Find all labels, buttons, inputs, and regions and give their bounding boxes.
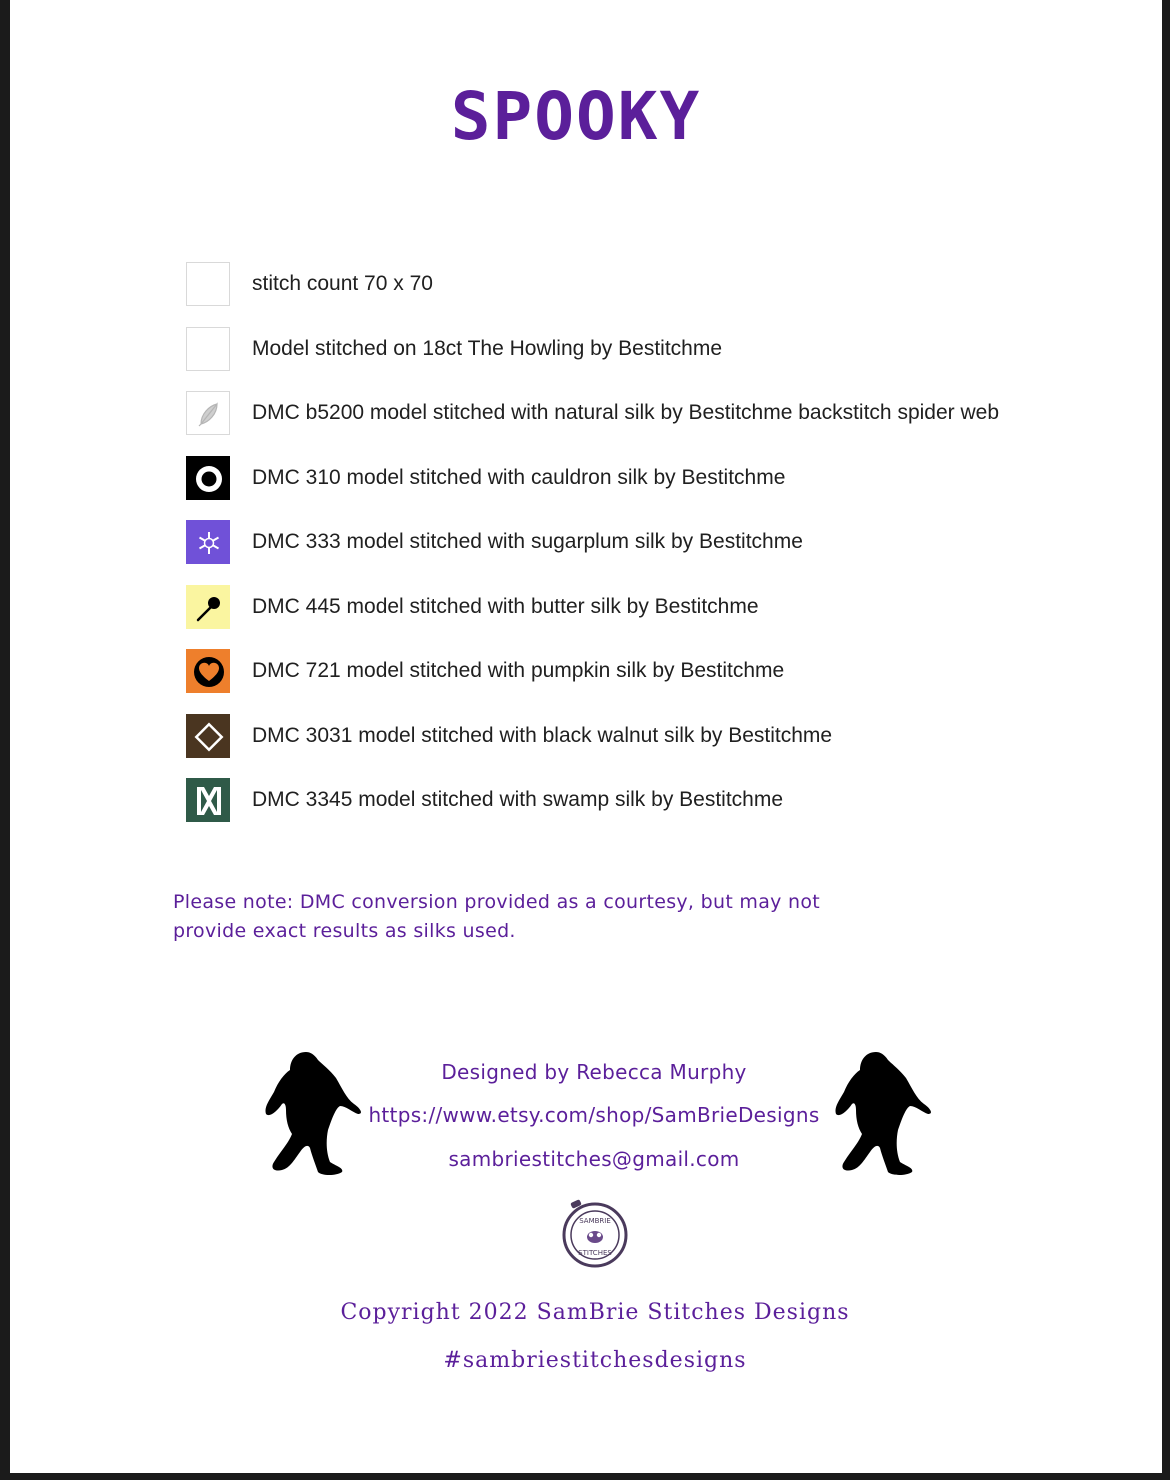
conversion-note: Please note: DMC conversion provided as a courtesy, but may not provide exact results as silks used. — [173, 891, 821, 942]
legend-label: stitch count 70 x 70 — [252, 272, 433, 295]
designer-credit: Designed by Rebecca Murphy — [441, 1060, 747, 1084]
legend-label: Model stitched on 18ct The Howling by Bestitchme — [252, 336, 723, 360]
heart-icon — [186, 649, 230, 693]
copyright-text: Copyright 2022 SamBrie Stitches Designs — [340, 1300, 850, 1325]
legend-label: DMC 3345 model stitched with swamp silk by Bestitchme — [252, 788, 784, 811]
pin-icon — [186, 585, 230, 629]
email-link[interactable]: sambriestitches@gmail.com — [448, 1147, 740, 1171]
hashtag-text: #sambriestitchesdesigns — [443, 1348, 747, 1373]
legend-label: DMC 3031 model stitched with black walnut silk by Bestitchme — [252, 723, 833, 747]
star-icon — [186, 520, 230, 564]
blank-icon — [186, 262, 230, 306]
legend-label: DMC 310 model stitched with cauldron silk by Bestitchme — [252, 465, 786, 489]
legend-label: DMC 333 model stitched with sugarplum silk by Bestitchme — [252, 530, 803, 553]
hourglass-icon — [186, 778, 230, 822]
legend-label: DMC 445 model stitched with butter silk by Bestitchme — [252, 594, 759, 618]
blank-icon — [186, 327, 230, 371]
shop-link[interactable]: https://www.etsy.com/shop/SamBrieDesigns — [368, 1103, 820, 1127]
svg-text:STITCHES: STITCHES — [578, 1249, 612, 1257]
sambrie-logo — [561, 1197, 631, 1269]
feather-icon — [186, 391, 230, 435]
legend-label: DMC 721 model stitched with pumpkin silk by Bestitchme — [252, 659, 785, 682]
svg-text:SAMBRIE: SAMBRIE — [579, 1217, 611, 1225]
page-title: SPOOKY — [450, 78, 702, 155]
legend-label: DMC b5200 model stitched with natural silk by Bestitchme backstitch spider web — [252, 401, 999, 424]
pattern-key-page — [10, 0, 1162, 1473]
diamond-icon — [186, 714, 230, 758]
ring-icon — [186, 456, 230, 500]
